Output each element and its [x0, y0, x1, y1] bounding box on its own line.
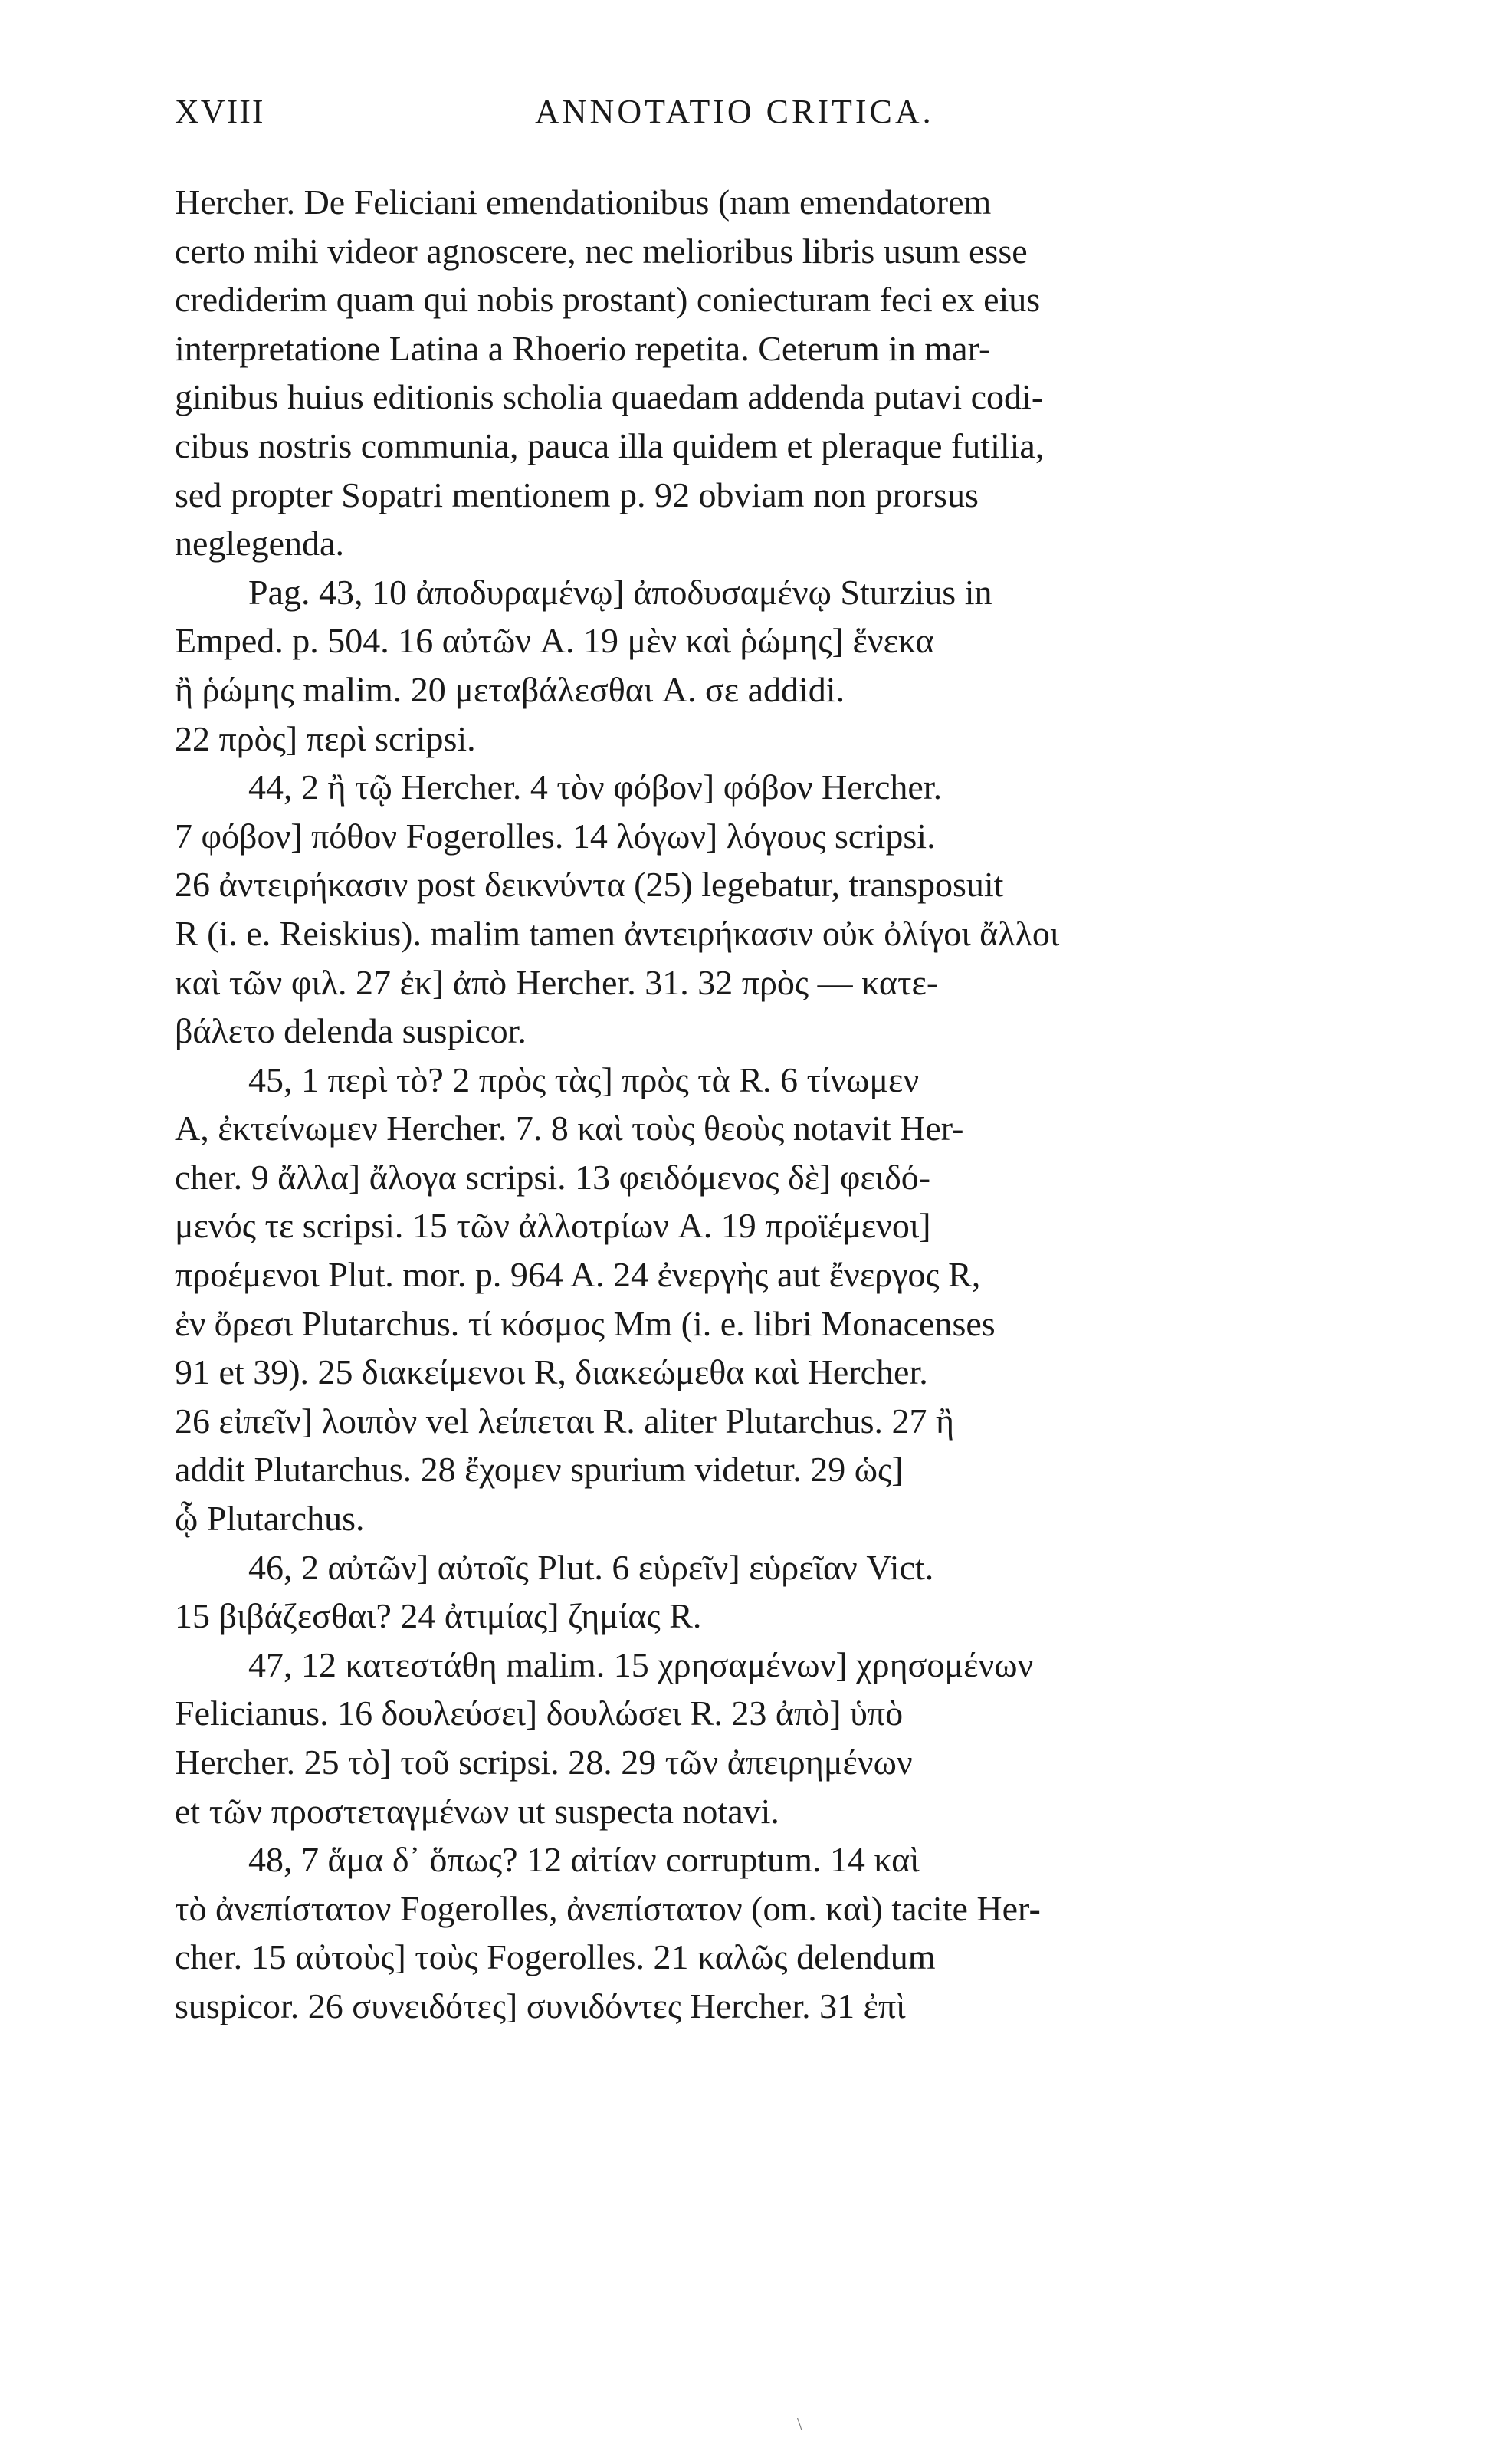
text-line: ᾧ Plutarchus.	[175, 1499, 365, 1539]
text-line: ἐν ὄρεσι Plutarchus. τί κόσμος Mm (i. e. libri Monacenses	[175, 1303, 996, 1343]
scan-speck: \	[797, 2415, 802, 2435]
page-header-title: ANNOTATIO CRITICA.	[535, 93, 934, 130]
paragraph-start-line: 46, 2 αὐτῶν] αὐτοῖς Plut. 6 εὑρεῖν] εὑρεῖαν Vict.	[248, 1547, 934, 1587]
paragraph-start-line: 47, 12 κατεστάθη malim. 15 χρησαμένων] χρησομένων	[248, 1644, 1034, 1684]
text-line: προέμενοι Plut. mor. p. 964 A. 24 ἐνεργὴς aut ἔνεργος R,	[175, 1255, 981, 1295]
text-line: τὸ ἀνεπίστατον Fogerolles, ἀνεπίστατον (om. καὶ) tacite Her-	[175, 1888, 1041, 1928]
paragraph-start-line: Pag. 43, 10 ἀποδυραμένῳ] ἀποδυσαμένῳ Sturzius in	[248, 572, 992, 612]
text-line: ginibus huius editionis scholia quaedam addenda putavi codi-	[175, 377, 1044, 417]
text-line: Emped. p. 504. 16 αὐτῶν A. 19 μὲν καὶ ῥώμης] ἕνεκα	[175, 621, 934, 661]
text-line: 7 φόβον] πόθον Fogerolles. 14 λόγων] λόγους scripsi.	[175, 816, 936, 856]
text-line: A, ἐκτείνωμεν Hercher. 7. 8 καὶ τοὺς θεοὺς notavit Her-	[175, 1109, 964, 1148]
text-line: μενός τε scripsi. 15 τῶν ἀλλοτρίων A. 19 προϊέμενοι]	[175, 1206, 931, 1246]
text-line: 26 εἰπεῖν] λοιπὸν vel λείπεται R. aliter Plutarchus. 27 ἢ	[175, 1401, 955, 1441]
text-line: Hercher. 25 τὸ] τοῦ scripsi. 28. 29 τῶν ἀπειρημένων	[175, 1743, 913, 1782]
text-line: suspicor. 26 συνειδότες] συνιδόντες Hercher. 31 ἐπὶ	[175, 1986, 906, 2025]
text-line: certo mihi videor agnoscere, nec melioribus libris usum esse	[175, 231, 1028, 271]
text-line: cibus nostris communia, pauca illa quidem et pleraque futilia,	[175, 425, 1045, 465]
text-line: ἢ ῥώμης malim. 20 μεταβάλεσθαι A. σε addidi.	[175, 669, 845, 709]
text-line: R (i. e. Reiskius). malim tamen ἀντειρήκασιν οὐκ ὀλίγοι ἄλλοι	[175, 913, 1060, 953]
page-number: XVIII	[175, 93, 265, 130]
paragraph-start-line: 45, 1 περὶ τὸ? 2 πρὸς τὰς] πρὸς τὰ R. 6 τίνωμεν	[248, 1060, 920, 1099]
text-line: καὶ τῶν φιλ. 27 ἐκ] ἀπὸ Hercher. 31. 32 πρὸς — κατε-	[175, 962, 939, 1002]
text-line: 91 et 39). 25 διακείμενοι R, διακεώμεθα καὶ Hercher.	[175, 1352, 928, 1392]
text-line: cher. 15 αὐτοὺς] τοὺς Fogerolles. 21 καλῶς delendum	[175, 1937, 936, 1977]
running-head	[175, 92, 1401, 146]
text-line: 15 βιβάζεσθαι? 24 ἀτιμίας] ζημίας R.	[175, 1596, 702, 1636]
text-line: 26 ἀντειρήκασιν post δεικνύντα (25) legebatur, transposuit	[175, 865, 1004, 905]
text-line: interpretatione Latina a Rhoerio repetita. Ceterum in mar-	[175, 328, 991, 368]
text-line: Hercher. De Feliciani emendationibus (nam emendatorem	[175, 182, 992, 222]
text-line: neglegenda.	[175, 524, 344, 563]
text-line: sed propter Sopatri mentionem p. 92 obviam non prorsus	[175, 475, 979, 514]
text-line: 22 πρὸς] περὶ scripsi.	[175, 718, 476, 758]
text-line: addit Plutarchus. 28 ἔχομεν spurium videtur. 29 ὡς]	[175, 1450, 904, 1490]
critical-apparatus-text	[175, 178, 1401, 2031]
text-line: cher. 9 ἄλλα] ἄλογα scripsi. 13 φειδόμενος δὲ] φειδό-	[175, 1157, 931, 1197]
text-line: βάλετο delenda suspicor.	[175, 1011, 527, 1051]
paragraph-start-line: 48, 7 ἅμα δ᾽ ὅπως? 12 αἰτίαν corruptum. 14 καὶ	[248, 1840, 920, 1880]
text-line: Felicianus. 16 δουλεύσει] δουλώσει R. 23 ἀπὸ] ὑπὸ	[175, 1694, 904, 1733]
text-line: et τῶν προστεταγμένων ut suspecta notavi.	[175, 1791, 779, 1831]
paragraph-start-line: 44, 2 ἢ τῷ Hercher. 4 τὸν φόβον] φόβον Hercher.	[248, 767, 943, 807]
text-line: crediderim quam qui nobis prostant) coniecturam feci ex eius	[175, 280, 1041, 320]
